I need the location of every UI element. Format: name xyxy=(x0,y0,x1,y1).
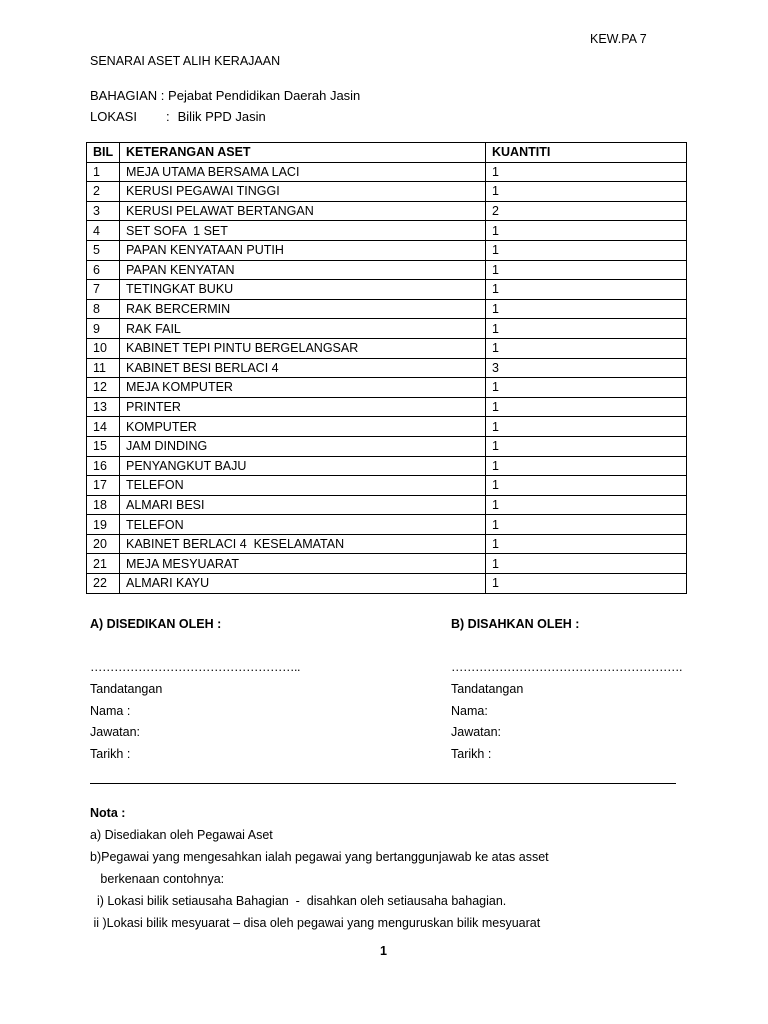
note-line: ii )Lokasi bilik mesyuarat – disa oleh pegawai yang menguruskan bilik mesyuarat xyxy=(90,916,541,930)
cell-kuantiti: 1 xyxy=(486,378,687,398)
cell-kuantiti: 1 xyxy=(486,554,687,574)
cell-keterangan: KABINET TEPI PINTU BERGELANGSAR xyxy=(120,338,486,358)
cell-keterangan: PRINTER xyxy=(120,397,486,417)
cell-keterangan: TELEFON xyxy=(120,476,486,496)
cell-kuantiti: 1 xyxy=(486,456,687,476)
cell-keterangan: MEJA UTAMA BERSAMA LACI xyxy=(120,162,486,182)
cell-kuantiti: 1 xyxy=(486,515,687,535)
cell-bil: 3 xyxy=(87,201,120,221)
cell-bil: 12 xyxy=(87,378,120,398)
cell-bil: 16 xyxy=(87,456,120,476)
cell-bil: 5 xyxy=(87,240,120,260)
prepared-date-label: Tarikh : xyxy=(90,747,131,761)
notes-section xyxy=(90,802,549,934)
table-row xyxy=(87,436,687,456)
prepared-signature-line: …………………………………………….. xyxy=(90,660,300,674)
table-row xyxy=(87,554,687,574)
cell-keterangan: RAK FAIL xyxy=(120,319,486,339)
cell-keterangan: PAPAN KENYATAAN PUTIH xyxy=(120,240,486,260)
cell-kuantiti: 1 xyxy=(486,417,687,437)
prepared-position-label: Jawatan: xyxy=(90,725,141,739)
cell-bil: 10 xyxy=(87,338,120,358)
cell-kuantiti: 1 xyxy=(486,221,687,241)
table-row xyxy=(87,476,687,496)
department-value: Pejabat Pendidikan Daerah Jasin xyxy=(168,88,361,103)
cell-kuantiti: 1 xyxy=(486,476,687,496)
table-row xyxy=(87,260,687,280)
asset-table-body xyxy=(87,162,687,593)
prepared-by-heading: A) DISEDIKAN OLEH : xyxy=(90,617,222,631)
location-colon: : xyxy=(166,109,170,124)
cell-keterangan: KABINET BERLACI 4 KESELAMATAN xyxy=(120,534,486,554)
header-kuantiti: KUANTITI xyxy=(486,143,687,163)
cell-keterangan: KERUSI PELAWAT BERTANGAN xyxy=(120,201,486,221)
cell-keterangan: JAM DINDING xyxy=(120,436,486,456)
cell-keterangan: TELEFON xyxy=(120,515,486,535)
cell-bil: 9 xyxy=(87,319,120,339)
document-title: SENARAI ASET ALIH KERAJAAN xyxy=(90,54,281,68)
table-row xyxy=(87,417,687,437)
prepared-signature-label: Tandatangan xyxy=(90,682,163,696)
cell-keterangan: MEJA MESYUARAT xyxy=(120,554,486,574)
cell-bil: 11 xyxy=(87,358,120,378)
cell-bil: 15 xyxy=(87,436,120,456)
header-keterangan: KETERANGAN ASET xyxy=(120,143,486,163)
table-row xyxy=(87,221,687,241)
cell-keterangan: PAPAN KENYATAN xyxy=(120,260,486,280)
cell-bil: 17 xyxy=(87,476,120,496)
approved-position-label: Jawatan: xyxy=(451,725,502,739)
approved-name-label: Nama: xyxy=(451,704,488,718)
cell-bil: 22 xyxy=(87,574,120,594)
cell-kuantiti: 1 xyxy=(486,397,687,417)
department-row xyxy=(90,88,360,103)
cell-kuantiti: 1 xyxy=(486,436,687,456)
table-row xyxy=(87,319,687,339)
table-row xyxy=(87,456,687,476)
table-row xyxy=(87,515,687,535)
notes-title: Nota : xyxy=(90,806,126,820)
cell-bil: 18 xyxy=(87,495,120,515)
table-row xyxy=(87,378,687,398)
table-row xyxy=(87,162,687,182)
cell-bil: 2 xyxy=(87,182,120,202)
cell-keterangan: ALMARI BESI xyxy=(120,495,486,515)
cell-keterangan: PENYANGKUT BAJU xyxy=(120,456,486,476)
cell-bil: 13 xyxy=(87,397,120,417)
approved-signature-label: Tandatangan xyxy=(451,682,524,696)
table-row xyxy=(87,534,687,554)
location-row xyxy=(90,109,266,124)
table-row xyxy=(87,280,687,300)
cell-keterangan: SET SOFA 1 SET xyxy=(120,221,486,241)
table-row xyxy=(87,397,687,417)
department-label: BAHAGIAN : xyxy=(90,88,165,103)
note-line: i) Lokasi bilik setiausaha Bahagian - disahkan oleh setiausaha bahagian. xyxy=(90,894,507,908)
cell-bil: 4 xyxy=(87,221,120,241)
prepared-name-label: Nama : xyxy=(90,704,131,718)
cell-kuantiti: 3 xyxy=(486,358,687,378)
cell-kuantiti: 1 xyxy=(486,240,687,260)
table-row xyxy=(87,201,687,221)
table-row xyxy=(87,240,687,260)
cell-keterangan: ALMARI KAYU xyxy=(120,574,486,594)
cell-kuantiti: 1 xyxy=(486,280,687,300)
cell-keterangan: KERUSI PEGAWAI TINGGI xyxy=(120,182,486,202)
section-divider xyxy=(90,783,676,784)
cell-bil: 21 xyxy=(87,554,120,574)
cell-bil: 20 xyxy=(87,534,120,554)
cell-kuantiti: 1 xyxy=(486,299,687,319)
cell-kuantiti: 1 xyxy=(486,534,687,554)
cell-kuantiti: 2 xyxy=(486,201,687,221)
approved-by-heading: B) DISAHKAN OLEH : xyxy=(451,617,580,631)
cell-kuantiti: 1 xyxy=(486,574,687,594)
approved-date-label: Tarikh : xyxy=(451,747,492,761)
page-number: 1 xyxy=(380,944,387,958)
cell-bil: 14 xyxy=(87,417,120,437)
note-line: a) Disediakan oleh Pegawai Aset xyxy=(90,828,273,842)
cell-bil: 19 xyxy=(87,515,120,535)
table-row xyxy=(87,182,687,202)
approved-signature-line: …………………………………………………. xyxy=(451,660,682,674)
cell-bil: 7 xyxy=(87,280,120,300)
cell-bil: 1 xyxy=(87,162,120,182)
cell-kuantiti: 1 xyxy=(486,495,687,515)
location-label: LOKASI xyxy=(90,109,137,124)
cell-kuantiti: 1 xyxy=(486,319,687,339)
cell-bil: 6 xyxy=(87,260,120,280)
cell-keterangan: KABINET BESI BERLACI 4 xyxy=(120,358,486,378)
cell-kuantiti: 1 xyxy=(486,162,687,182)
table-row xyxy=(87,358,687,378)
cell-keterangan: TETINGKAT BUKU xyxy=(120,280,486,300)
location-value: Bilik PPD Jasin xyxy=(177,109,266,124)
cell-keterangan: MEJA KOMPUTER xyxy=(120,378,486,398)
cell-kuantiti: 1 xyxy=(486,260,687,280)
table-row xyxy=(87,574,687,594)
note-line: b)Pegawai yang mengesahkan ialah pegawai yang bertanggunjawab ke atas asset xyxy=(90,850,549,864)
table-header-row xyxy=(87,143,687,163)
table-row xyxy=(87,338,687,358)
cell-bil: 8 xyxy=(87,299,120,319)
asset-table xyxy=(86,142,687,594)
table-row xyxy=(87,495,687,515)
cell-keterangan: KOMPUTER xyxy=(120,417,486,437)
cell-kuantiti: 1 xyxy=(486,182,687,202)
cell-kuantiti: 1 xyxy=(486,338,687,358)
header-bil: BIL xyxy=(87,143,120,163)
cell-keterangan: RAK BERCERMIN xyxy=(120,299,486,319)
form-code: KEW.PA 7 xyxy=(590,32,647,46)
table-row xyxy=(87,299,687,319)
note-line: berkenaan contohnya: xyxy=(90,872,225,886)
